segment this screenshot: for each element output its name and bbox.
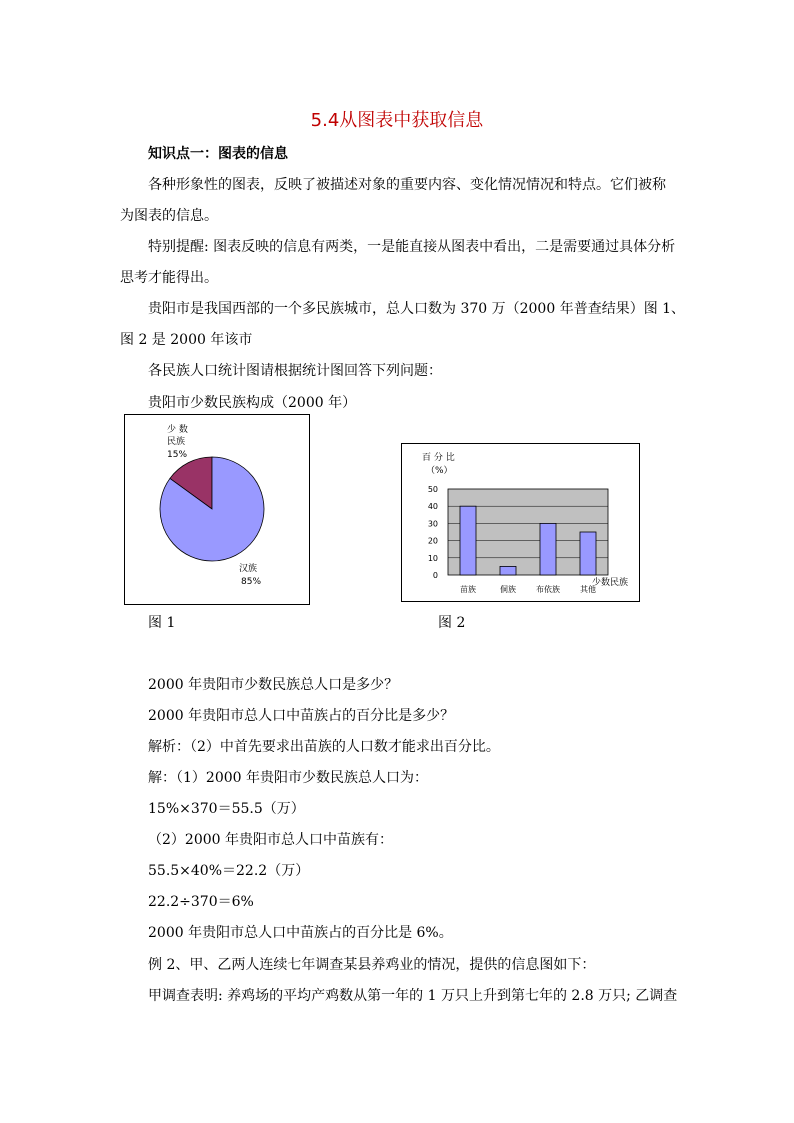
pie-label-minority-2: 民族 xyxy=(167,437,186,447)
question-1: 2000 年贵阳市少数民族总人口是多少？ xyxy=(148,677,399,693)
bar-y-label-2: （%） xyxy=(426,466,453,476)
page-title: 5.4从图表中获取信息 xyxy=(310,110,484,131)
bar-category-label: 苗族 xyxy=(460,585,476,594)
paragraph-line: 特别提醒: 图表反映的信息有两类，一是能直接从图表中看出，二是需要通过具体分析 xyxy=(148,239,676,255)
calculation-line: 55.5×40%＝22.2（万） xyxy=(148,863,310,879)
example-2-line: 例 2、甲、乙两人连续七年调查某县养鸡业的情况，提供的信息图如下： xyxy=(148,957,596,973)
pie-label-han: 汉族 xyxy=(239,564,258,574)
bar xyxy=(460,506,476,575)
bar xyxy=(500,566,516,575)
calculation-line: 22.2÷370＝6% xyxy=(148,894,254,910)
bar-category-label: 布依族 xyxy=(536,585,560,594)
figure-title: 贵阳市少数民族构成（2000 年） xyxy=(148,395,357,411)
paragraph-line: 为图表的信息。 xyxy=(120,208,218,224)
pie-label-minority-1: 少 数 xyxy=(167,425,188,435)
analysis-line: 解析：（2）中首先要求出苗族的人口数才能求出百分比。 xyxy=(148,739,500,755)
bar-y-tick-label: 0 xyxy=(432,571,438,580)
bar xyxy=(540,523,556,575)
bar xyxy=(580,532,596,575)
paragraph-line: 各民族人口统计图请根据统计图回答下列问题： xyxy=(148,363,442,379)
bar-chart-frame xyxy=(401,443,640,602)
calculation-line: 15%×370＝55.5（万） xyxy=(148,801,305,817)
question-2: 2000 年贵阳市总人口中苗族占的百分比是多少？ xyxy=(148,708,455,724)
pie-chart-frame xyxy=(124,414,310,605)
bar-x-label: 少数民族 xyxy=(592,578,629,588)
bar-y-tick-label: 20 xyxy=(427,536,438,546)
figure1-caption: 图 1 xyxy=(148,615,176,631)
figure2-caption: 图 2 xyxy=(438,615,466,631)
paragraph-line: 贵阳市是我国西部的一个多民族城市，总人口数为 370 万（2000 年普查结果）图 1、 xyxy=(148,301,686,317)
bar-chart xyxy=(402,444,639,601)
pie-chart xyxy=(125,415,309,604)
solution-line: 解：（1）2000 年贵阳市少数民族总人口为： xyxy=(148,770,428,786)
bar-y-tick-label: 10 xyxy=(427,553,438,563)
pie-label-minority-pct: 15% xyxy=(167,450,188,460)
paragraph-line: 图 2 是 2000 年该市 xyxy=(120,332,253,348)
pie-label-han-pct: 85% xyxy=(241,577,262,587)
bar-category-label: 其他 xyxy=(580,585,596,594)
bar-y-label-1: 百 分 比 xyxy=(422,453,455,463)
paragraph-line: 各种形象性的图表，反映了被描述对象的重要内容、变化情况情况和特点。它们被称 xyxy=(148,177,666,193)
example-2-line: 甲调查表明: 养鸡场的平均产鸡数从第一年的 1 万只上升到第七年的 2.8 万只; 乙调查 xyxy=(148,988,678,1004)
bar-y-tick-label: 50 xyxy=(427,485,438,494)
bar-category-label: 侗族 xyxy=(500,585,516,594)
answer-line: 2000 年贵阳市总人口中苗族占的百分比是 6%。 xyxy=(148,925,453,941)
paragraph-line: 思考才能得出。 xyxy=(120,270,218,286)
solution-line: （2）2000 年贵阳市总人口中苗族有： xyxy=(148,832,393,848)
bar-y-tick-label: 30 xyxy=(427,519,438,529)
bar-y-tick-label: 40 xyxy=(427,502,438,512)
section-heading: 知识点一：图表的信息 xyxy=(148,146,288,162)
